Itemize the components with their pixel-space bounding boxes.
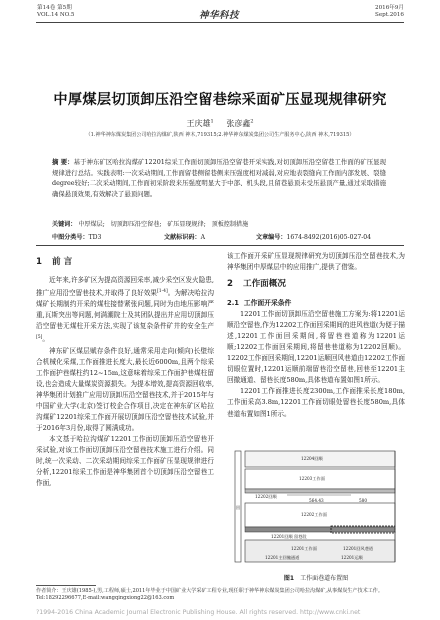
label-dim-b: 580 <box>359 498 367 503</box>
road-12202 <box>245 489 395 493</box>
figure-caption <box>227 573 405 582</box>
citation: [1-4] <box>157 289 168 295</box>
copyright-line: ?1994-2016 China Academic Journal Electronic Publishing House. All rights reserved. http://www.cnki.net <box>36 609 361 616</box>
date-en: Sept.2016 <box>375 12 404 19</box>
article-number <box>256 232 371 241</box>
body-paragraph: 神东矿区煤层赋存条件良好,通常采用走向(倾向)长壁综合机械化采煤,工作面推进长度大,最长近6000m,且两个综采工作面护巷煤柱约12~15m,这意味着综采工作面护巷煤柱留设,也会造成大量煤炭资源损失。为提本增效,提高资源回收率,神华集团计划推广应用切顶卸压沿空留巷技术,并于2015年与中国矿业大学(北京)签订校企合作项目,决定在神东矿区哈拉沟煤矿12201综采工作面开展切顶卸压沿空留巷技术试验,并于2016年3月份,取得了圆满成功。 <box>36 346 214 432</box>
abstract-text: 基于神东矿区哈拉沟煤矿12201综采工作面切顶卸压沿空留巷开采实践,对切顶卸压沿空留巷工作面的矿压显现规律进行总结。实践表明:一次采动期间,工作面留巷侧留巷侧来压强度相对减弱,对应地表裂缝向工作面内部发展、裂缝degree较好;二次采动期间,工作面初采阶段来压强度明显大于中部、机头段,且留巷悬顶未受压悬顶产量,通过采取措施确保悬顶效果,有效解决了悬顶问题。 <box>52 158 386 199</box>
journal-logo: 神华科技 <box>199 10 240 21</box>
subsection-title: 工作面开采条件 <box>243 299 292 308</box>
article-title: 中厚煤层切顶卸压沿空留巷综采面矿压显现规律研究 <box>53 92 387 108</box>
label-panel-upper: 12203工作面 <box>299 476 325 481</box>
body-paragraph: 12201工作面推进长度2300m,工作面推采长度180m,工作面采高3.8m,12201工作面切眼处留巷长度580m,具体巷道布置如图1所示。 <box>227 387 405 418</box>
keyword: 中厚煤层 <box>78 221 103 228</box>
class-no-label: 中图分类号： <box>52 234 89 241</box>
subsection-number: 2.1 <box>227 299 240 308</box>
para-text: 近年来,许多矿区为提高资源回采率,减少采空区发火隐患,推广应用沿空留巷技术,并取得了良好效果 <box>36 276 214 298</box>
figure-number: 图1 <box>283 575 295 582</box>
right-column <box>227 251 405 420</box>
classification-row <box>52 232 400 241</box>
body-paragraph: 该工作面开采矿压显现规律研究为切顶卸压沿空留巷技术,为神华集团中厚煤层中的应用推广,提供了借鉴。 <box>227 252 405 272</box>
issue-date <box>375 5 404 20</box>
figure-caption-text: 工作面巷道布置图 <box>300 575 349 582</box>
label-panel-lower: 12201工作面 <box>291 546 317 551</box>
citation: [5] <box>36 335 43 341</box>
label-dim-d: 12201回风巷道 <box>343 546 374 551</box>
author-bio-footnote: 作者简介：王庆雄(1985-),男,工程师,硕士,2011年毕业于中国矿业大学采矿工程专业,现任职于神华神东煤炭集团公司哈拉沟煤矿,从事煤炭生产技术工作。Tel:18292296677,E-mail:wangqingxiong22@163.com <box>36 588 383 601</box>
para-text: 。为解决哈拉沟煤矿长期制约开采的煤柱接替紧张问题,同时为由地压影响严重,瓦斯突出等问题,何满潮院士及其团队提出并应用切顶卸压沿空留巷无煤柱开采方法,实现了该复杂条件矿井的安全生产 <box>36 289 214 331</box>
author-name: 张彦鑫 <box>226 119 251 128</box>
para-text: 。 <box>42 335 49 344</box>
doc-code <box>164 232 256 241</box>
abstract <box>52 157 386 200</box>
abstract-rule <box>36 245 404 246</box>
keywords: 关键词： 中厚煤层; 切顶卸压沿空留巷; 矿压显现规律; 顶板控制措施 <box>52 221 249 228</box>
section-heading <box>227 277 405 291</box>
label-panel-main-road: 12201回顺 留巷段 <box>271 534 307 539</box>
article-no-value: 1674-8492(2016)05-027-04 <box>286 234 372 241</box>
article-no-label: 文章编号： <box>256 234 287 241</box>
header-rule <box>36 22 404 23</box>
label-panel-upper-road: 12202回顺 <box>255 494 277 499</box>
label-left-mark: 回 <box>236 505 241 510</box>
footnote-rule <box>36 585 96 586</box>
section-title: 工作面概况 <box>242 279 286 290</box>
doc-code-label: 文献标识码： <box>164 234 201 241</box>
label-dim-c: 12201运顺 <box>341 555 363 560</box>
label-panel-top: 12204回顺 <box>301 456 323 461</box>
keywords-label: 关键词： <box>52 221 77 228</box>
retained-entry <box>245 527 395 532</box>
section-number: 1 <box>36 257 42 267</box>
authors <box>36 118 404 129</box>
section-title: 前 言 <box>51 257 73 267</box>
author-name: 王庆雄 <box>186 119 211 128</box>
keyword: 切顶卸压沿空留巷 <box>110 221 160 228</box>
issue-en: VOL.14 NO.5 <box>37 12 75 19</box>
author-sup: 2 <box>250 118 254 125</box>
doc-code-value: A <box>200 234 205 241</box>
keyword: 矿压显现规律 <box>167 221 204 228</box>
section-number: 2 <box>227 279 233 290</box>
affiliation: （1.神华神东煤炭集团公司哈拉沟煤矿,陕西 神木,719315;2.神华神东煤炭集团公司生产服务中心,陕西 神木,719315） <box>85 132 355 138</box>
date-cn: 2016年9月 <box>375 5 404 11</box>
body-paragraph: 12201工作面切顶卸压沿空留巷施工方案为:将12201运顺沿空留巷,作为12202工作面回采期间的进风巷道(为便于描述,12201工作面回采期间,将留巷巷道称为12201运顺;12202工作面回采期间,将留巷巷道称为12202回顺)。12202工作面回采期间,12201运顺回风巷道由12202工作面切眼位置时,12201运顺前端留巷沿空留巷,回巷至12201主回撤通道、留巷长度580m,具体巷道布置如图1所示。 <box>227 310 405 385</box>
subsection-heading <box>227 297 405 309</box>
body-paragraph: 本文基于哈拉沟煤矿12201工作面切顶卸压沿空留巷开采试验,对该工作面切顶卸压沿空留巷技术施工进行介绍。同时,统一次采动、二次采动期间综采工作面矿压显现规律进行分析,12201综采工作面是神华集团首个切顶卸压沿空留巷工作面, <box>36 435 214 488</box>
keyword: 顶板控制措施 <box>211 221 249 228</box>
author-sup: 1 <box>210 118 214 125</box>
class-number <box>52 232 164 241</box>
abstract-label: 摘 要： <box>52 158 74 166</box>
label-panel-lower-road: 12201主回撤通道 <box>265 555 300 560</box>
left-column <box>36 251 214 489</box>
label-panel-main: 12202工作面 <box>301 512 327 517</box>
body-paragraph <box>36 275 214 346</box>
tunnel-layout-figure <box>231 447 399 571</box>
issue-info <box>37 5 74 20</box>
label-dim-a: 564.43 <box>309 498 324 503</box>
section-heading <box>36 255 214 269</box>
class-no-value: TD3 <box>88 234 102 241</box>
issue-cn: 第14卷 第5期 <box>37 5 72 11</box>
